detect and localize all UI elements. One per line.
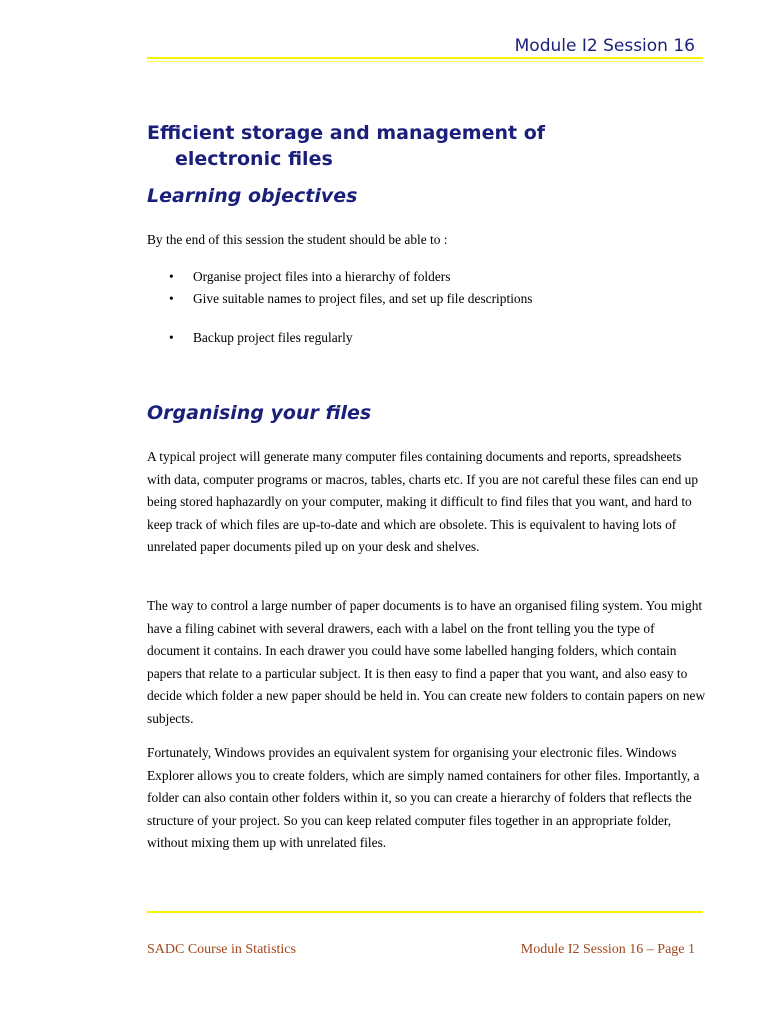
bullet-icon: • <box>169 330 174 345</box>
header-title: Module I2 Session 16 <box>514 36 695 56</box>
document-title-line2: electronic files <box>175 148 333 170</box>
header-rule <box>147 57 703 59</box>
body-paragraph: A typical project will generate many computer files containing documents and reports, spreadsheets with data, computer programs or macros, tables, charts etc. If you are not careful these files can end up being stored haphazardly on your computer, making it difficult to find files that you want, and hard to keep track of which files are up-to-date and which are obsolete. This is equivalent to having lots of unrelated paper documents piled up on your desk and shelves. <box>147 449 699 555</box>
footer-rule <box>147 911 703 913</box>
list-item-text: Organise project files into a hierarchy of folders <box>193 269 451 284</box>
bullet-icon: • <box>169 269 174 284</box>
body-paragraph: The way to control a large number of paper documents is to have an organised filing system. You might have a filing cabinet with several drawers, each with a label on the front telling you the type of document it contains. In each drawer you could have some labelled hanging folders, which contain papers that relate to a particular subject. It is then easy to find a paper that you want, and also easy to decide which folder a new paper should be held in. You can create new folders to contain papers on new subjects. <box>147 598 706 726</box>
bullet-icon: • <box>169 291 174 306</box>
organising-files-heading: Organising your files <box>147 402 372 424</box>
list-item-text: Give suitable names to project files, and set up file descriptions <box>193 291 533 306</box>
document-title <box>147 120 667 172</box>
list-item-text: Backup project files regularly <box>193 330 353 345</box>
objectives-list <box>147 266 707 310</box>
list-item <box>147 288 707 310</box>
document-title-line1: Efficient storage and management of <box>147 122 546 144</box>
footer-course-name: SADC Course in Statistics <box>147 942 296 957</box>
list-item <box>147 327 707 349</box>
objectives-intro: By the end of this session the student should be able to : <box>147 232 448 247</box>
footer-page-number: Module I2 Session 16 – Page 1 <box>520 942 695 957</box>
objectives-list-continued <box>147 327 707 349</box>
learning-objectives-heading: Learning objectives <box>147 185 358 207</box>
header-rule-secondary <box>147 61 703 62</box>
list-item <box>147 266 707 288</box>
body-paragraph: Fortunately, Windows provides an equivalent system for organising your electronic files. Windows Explorer allows you to create folders, which are simply named containers for other files. Importantly, a folder can also contain other folders within it, so you can create a hierarchy of folders that reflects the structure of your project. So you can keep related computer files together in an appropriate folder, without mixing them up with unrelated files. <box>147 745 700 851</box>
